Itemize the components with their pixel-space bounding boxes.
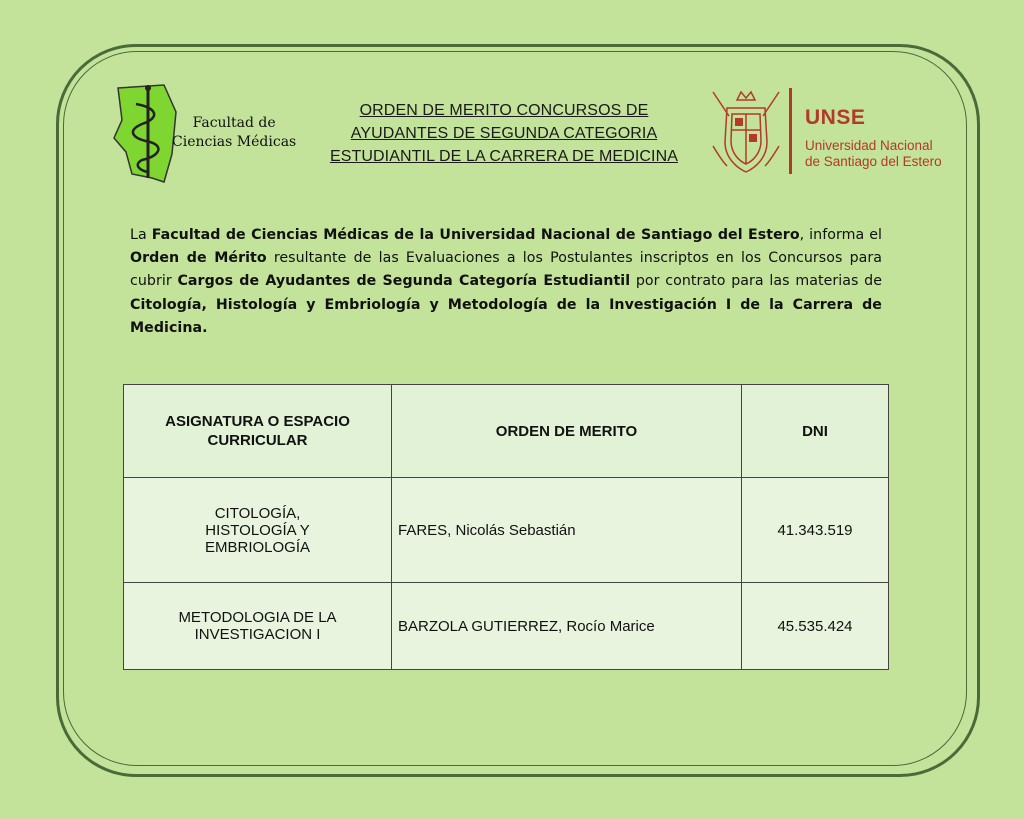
university-acronym: UNSE xyxy=(805,106,866,129)
header-dni: DNI xyxy=(742,385,889,478)
header-subject xyxy=(124,385,392,478)
table-header-row xyxy=(124,385,889,478)
university-name-line1: Universidad Nacional xyxy=(805,138,933,153)
faculty-name xyxy=(172,114,296,152)
cell-dni: 41.343.519 xyxy=(742,478,889,583)
table-row xyxy=(124,583,889,670)
subject-line1: CITOLOGÍA, xyxy=(214,504,301,522)
para-bold-1: Facultad de Ciencias Médicas de la Universidad Nacional de Santiago del Estero xyxy=(151,227,800,243)
header-merit: ORDEN DE MERITO xyxy=(392,385,742,478)
cell-subject xyxy=(124,583,392,670)
title-line1: ORDEN DE MERITO CONCURSOS DE xyxy=(359,102,649,119)
para-text-3: resultante de las Evaluaciones a los Postulantes inscriptos en los Concursos para cubrir xyxy=(130,250,882,290)
title-line2: AYUDANTES DE SEGUNDA CATEGORIA xyxy=(350,125,658,142)
para-text-1: La xyxy=(130,227,152,243)
cell-dni: 45.535.424 xyxy=(742,583,889,670)
cell-name: BARZOLA GUTIERREZ, Rocío Marice xyxy=(392,583,742,670)
announcement-paragraph xyxy=(130,224,882,340)
para-text-4: por contrato para las materias de xyxy=(630,273,883,290)
header-subject-line1: ASIGNATURA O ESPACIO xyxy=(165,413,350,430)
para-bold-3: Cargos de Ayudantes de Segunda Categoría Estudiantil xyxy=(177,273,631,290)
title-line3: ESTUDIANTIL DE LA CARRERA DE MEDICINA xyxy=(329,148,679,165)
faculty-name-line2: Ciencias Médicas xyxy=(172,134,297,150)
faculty-name-line1: Facultad de xyxy=(192,115,276,131)
subject-line2: INVESTIGACION I xyxy=(194,626,321,643)
subject-line2: HISTOLOGÍA Y xyxy=(205,521,310,539)
para-bold-4: Citología, Histología y Embriología y Metodología de la Investigación I de la Carrera de Medicina. xyxy=(130,296,882,336)
para-text-2: , informa el xyxy=(799,227,882,243)
university-name-line2: de Santiago del Estero xyxy=(805,154,942,169)
university-full-name xyxy=(805,138,942,170)
merit-table xyxy=(123,384,889,670)
university-divider xyxy=(789,88,792,174)
subject-line3: EMBRIOLOGÍA xyxy=(204,538,311,556)
cell-name: FARES, Nicolás Sebastián xyxy=(392,478,742,583)
university-crest-icon xyxy=(707,86,785,176)
page-title xyxy=(308,99,700,168)
header-subject-line2: CURRICULAR xyxy=(207,432,308,449)
para-bold-2: Orden de Mérito xyxy=(130,250,267,267)
cell-subject xyxy=(124,478,392,583)
subject-line1: METODOLOGIA DE LA xyxy=(178,609,337,626)
table-row xyxy=(124,478,889,583)
